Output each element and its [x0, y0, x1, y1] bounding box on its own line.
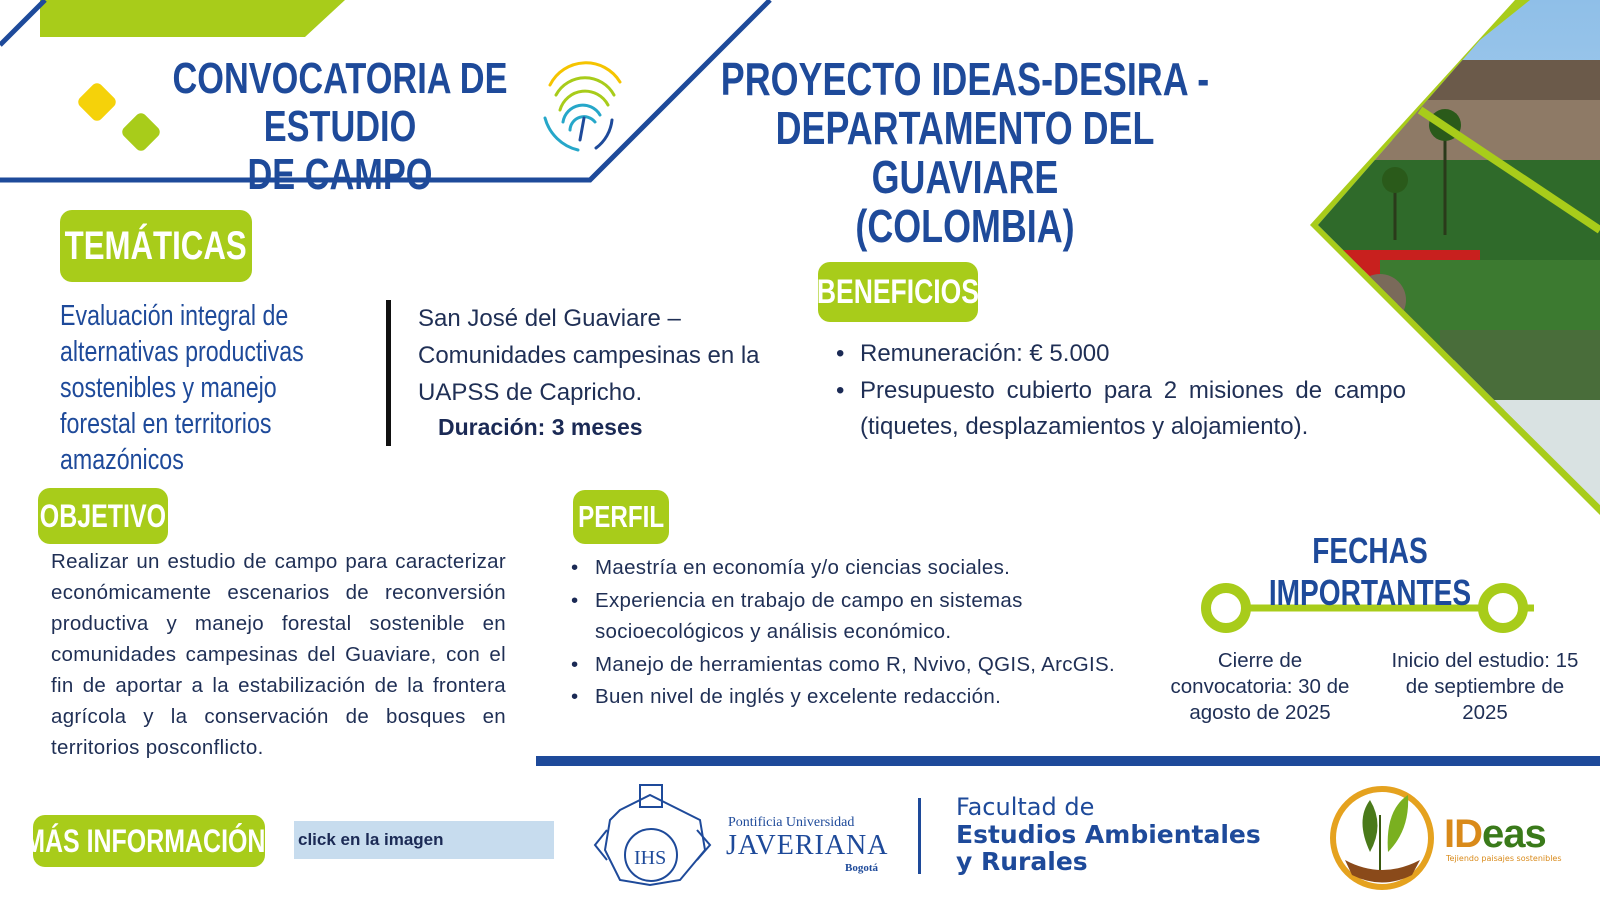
ideas-word-suffix: eas — [1482, 812, 1546, 856]
fecha-inicio: Inicio del estudio: 15 de septiembre de 2025 — [1391, 649, 1579, 724]
javeriana-seal-letters: IHS — [634, 847, 667, 869]
yellow-diamond-icon — [76, 81, 118, 123]
list-item: • Presupuesto cubierto para 2 misiones de campo (tiquetes, desplazamientos y alojamiento). — [832, 373, 1406, 446]
project-title — [712, 55, 1219, 251]
header-frame-line — [0, 0, 45, 45]
location-text: San José del Guaviare – Comunidades campesinas en la UAPSS de Capricho. — [418, 305, 760, 406]
fecha-cierre: Cierre de convocatoria: 30 de agosto de 2025 — [1170, 649, 1350, 724]
ideas-logo-icon — [1333, 789, 1431, 887]
duration-text: Duración: 3 meses — [438, 414, 643, 440]
convocatoria-title-line2: DE CAMPO — [247, 150, 433, 199]
tematicas-label: TEMÁTICAS — [60, 210, 252, 282]
fingerprint-icon — [545, 63, 620, 150]
list-item: • Manejo de herramientas como R, Nvivo, QGIS, ArcGIS. — [567, 649, 1127, 681]
fechas-title: FECHAS IMPORTANTES — [1268, 530, 1472, 613]
objetivo-label: OBJETIVO — [38, 488, 168, 544]
beneficios-list — [832, 336, 1406, 446]
list-item: • Maestría en economía y/o ciencias sociales. — [567, 552, 1127, 584]
ideas-word-prefix: ID — [1444, 812, 1482, 856]
javeriana-small-text: Pontificia Universidad — [728, 815, 855, 830]
facultad-line2: Estudios Ambientales — [956, 820, 1261, 849]
top-green-stripe — [40, 0, 345, 37]
project-title-line2: DEPARTAMENTO DEL GUAVIARE — [775, 102, 1155, 203]
ideas-tagline: Tejiendo paisajes sostenibles — [1446, 854, 1562, 863]
mas-informacion-link[interactable]: click en la imagen — [294, 821, 554, 859]
footer-divider — [536, 756, 1600, 766]
list-item: • Buen nivel de inglés y excelente redacción. — [567, 681, 1127, 713]
tematicas-text: Evaluación integral de alternativas productivas sostenibles y manejo forestal en territorios amazónicos — [60, 300, 304, 476]
javeriana-city: Bogotá — [845, 862, 878, 874]
perfil-list — [567, 552, 1127, 714]
green-diamond-icon — [120, 111, 162, 153]
logo-separator — [918, 798, 921, 874]
objetivo-text: Realizar un estudio de campo para caracterizar económicamente escenarios de reconversión productiva y manejo forestal sostenible en comunidades campesinas del Guaviare, con el fin de aportar a la estabilización de la frontera agrícola y la conservación de bosques en territorios posconflicto. — [51, 550, 506, 759]
javeriana-seal-icon — [595, 785, 710, 885]
list-item: • Remuneración: € 5.000 — [832, 336, 1406, 373]
convocatoria-title-line1: CONVOCATORIA DE ESTUDIO — [172, 54, 508, 151]
list-item: • Experiencia en trabajo de campo en sistemas socioecológicos y análisis económico. — [567, 585, 1127, 648]
facultad-line1: Facultad de — [956, 793, 1095, 821]
mas-informacion-label: MÁS INFORMACIÓN: — [33, 815, 265, 867]
convocatoria-title — [168, 55, 511, 199]
project-title-line3: (COLOMBIA) — [855, 200, 1075, 252]
ideas-logo-text — [1444, 812, 1546, 857]
perfil-label: PERFIL — [573, 490, 669, 544]
javeriana-name: JAVERIANA — [726, 830, 889, 861]
beneficios-label: BENEFICIOS — [818, 262, 978, 322]
project-title-line1: PROYECTO IDEAS-DESIRA - — [720, 53, 1210, 105]
facultad-line3: y Rurales — [956, 847, 1088, 876]
vertical-divider — [386, 300, 391, 446]
